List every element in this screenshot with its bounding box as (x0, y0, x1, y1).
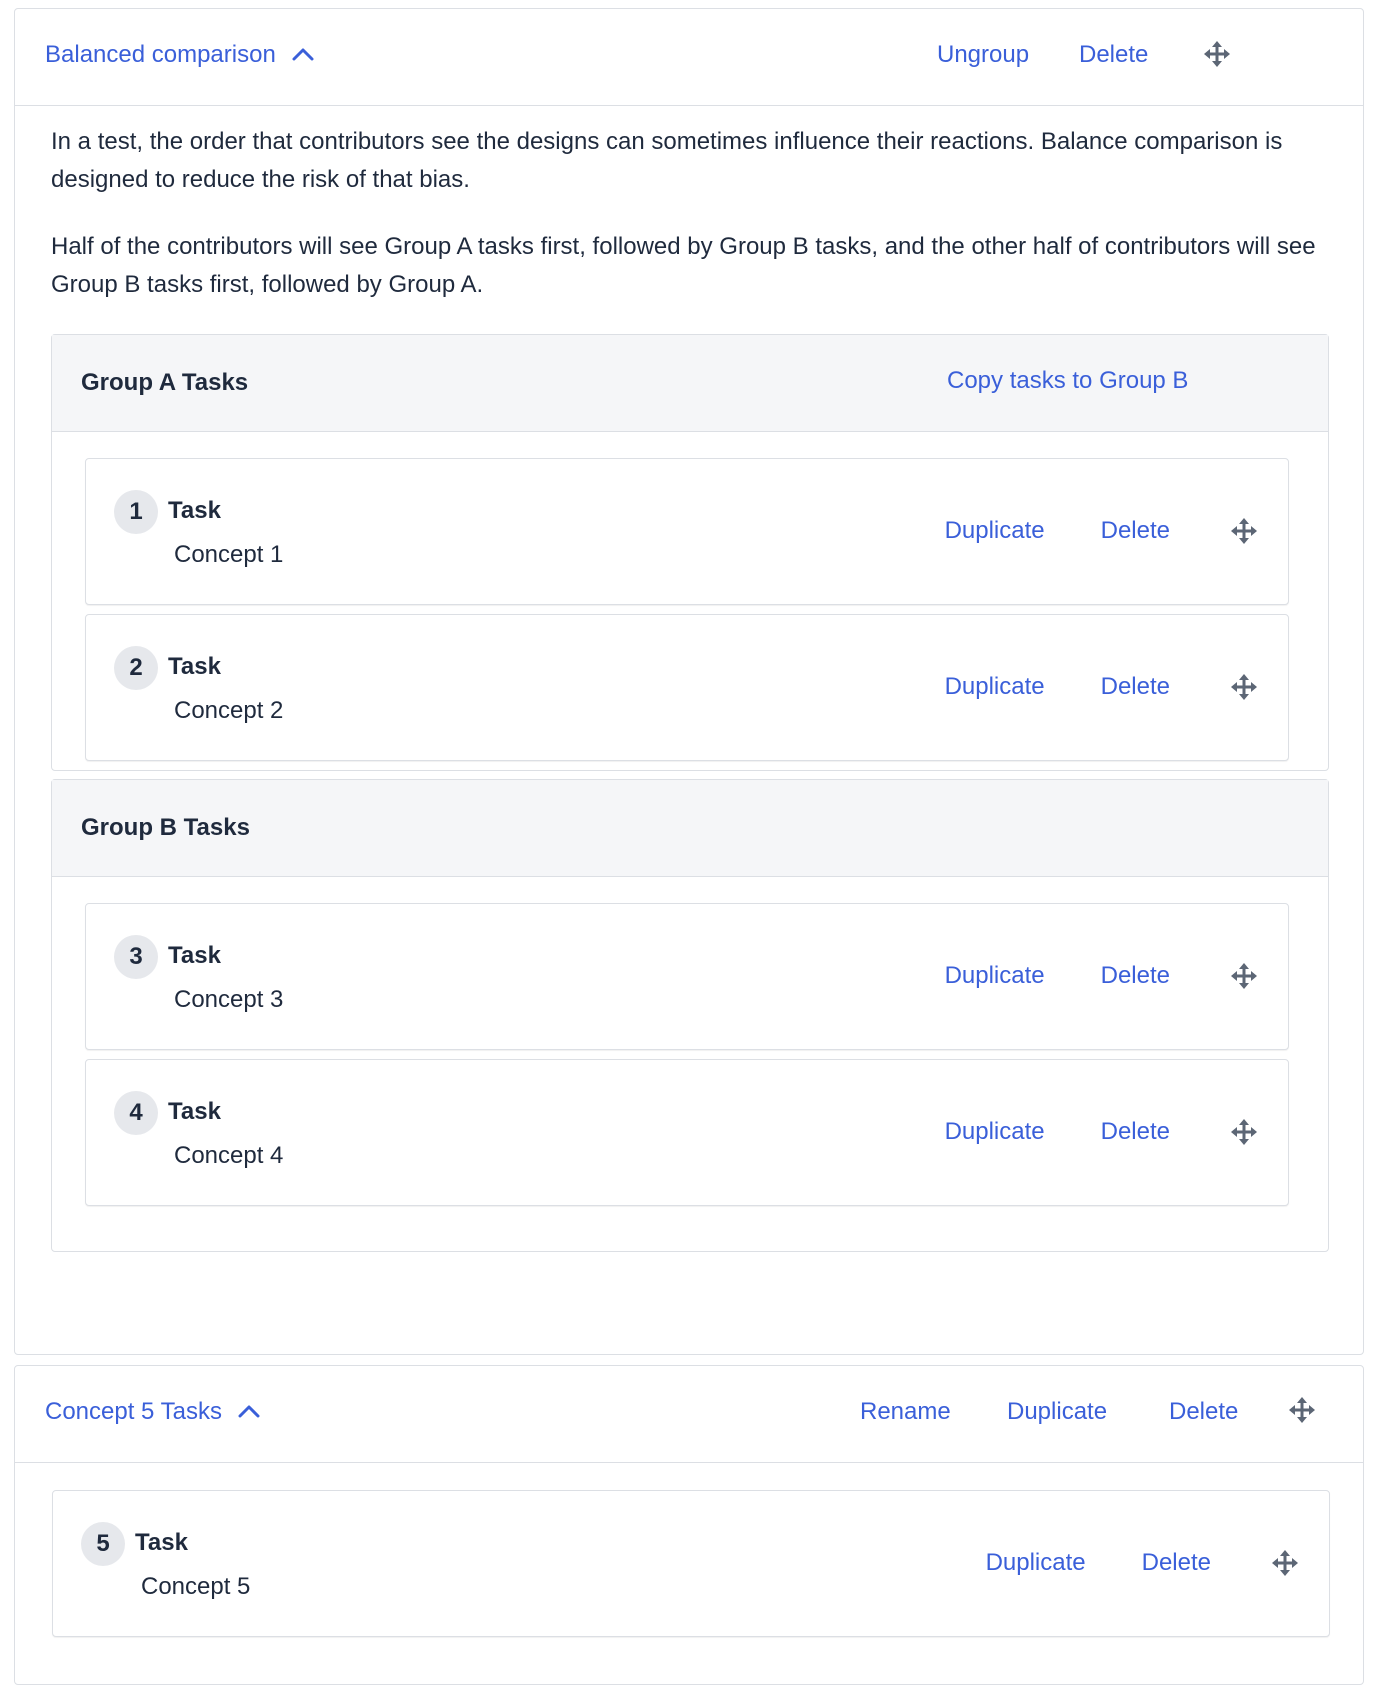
task-actions (945, 1118, 1258, 1146)
task-number-badge: 4 (114, 1091, 158, 1135)
task-number-badge: 2 (114, 646, 158, 690)
duplicate-task-button[interactable]: Duplicate (944, 962, 1045, 989)
task-label: Task (168, 497, 221, 524)
balanced-description-1: In a test, the order that contributors see the designs can sometimes influence their reactions. Balance comparison is designed to reduce the risk of that bias. (51, 128, 1283, 193)
copy-tasks-to-group-b-button[interactable]: Copy tasks to Group B (947, 367, 1189, 394)
task-concept: Concept 1 (174, 541, 284, 568)
task-concept: Concept 3 (174, 986, 284, 1013)
balanced-comparison-header (15, 9, 1363, 106)
task-number-badge: 5 (81, 1522, 125, 1566)
task-concept: Concept 5 (141, 1573, 251, 1600)
concept-5-toggle[interactable] (45, 1398, 262, 1426)
duplicate-group-button[interactable]: Duplicate (1007, 1398, 1108, 1425)
move-icon[interactable] (1288, 1396, 1316, 1424)
chevron-up-icon[interactable] (290, 42, 316, 68)
group-b (51, 779, 1329, 1252)
move-icon[interactable] (1271, 1549, 1299, 1577)
task-card-3[interactable] (85, 903, 1289, 1050)
group-b-header (52, 780, 1328, 877)
chevron-up-icon[interactable] (236, 1399, 262, 1425)
task-actions (945, 517, 1258, 545)
move-icon[interactable] (1230, 673, 1258, 701)
task-concept: Concept 4 (174, 1142, 284, 1169)
task-label: Task (168, 1098, 221, 1125)
group-b-title: Group B Tasks (81, 814, 250, 841)
delete-task-button[interactable]: Delete (1100, 517, 1170, 544)
balanced-description-2: Half of the contributors will see Group A tasks first, followed by Group B tasks, and the other half of contributors will see Group B tasks first, followed by Group A. (51, 233, 1316, 298)
balanced-comparison-panel (14, 8, 1364, 1355)
group-a-title: Group A Tasks (81, 369, 249, 396)
delete-task-button[interactable]: Delete (1100, 962, 1170, 989)
move-icon[interactable] (1230, 1118, 1258, 1146)
concept-5-panel (14, 1365, 1364, 1685)
task-concept: Concept 2 (174, 697, 284, 724)
duplicate-task-button[interactable]: Duplicate (985, 1549, 1086, 1576)
task-actions (945, 962, 1258, 990)
task-number-badge: 1 (114, 490, 158, 534)
delete-group-button[interactable]: Delete (1079, 41, 1149, 68)
task-card-5[interactable] (52, 1490, 1330, 1637)
concept-5-title[interactable]: Concept 5 Tasks (45, 1398, 222, 1425)
task-label: Task (168, 653, 221, 680)
group-a (51, 334, 1329, 771)
group-a-header (52, 335, 1328, 432)
task-actions (986, 1549, 1299, 1577)
task-label: Task (135, 1529, 188, 1556)
delete-task-button[interactable]: Delete (1100, 1118, 1170, 1145)
duplicate-task-button[interactable]: Duplicate (944, 673, 1045, 700)
ungroup-button[interactable]: Ungroup (937, 41, 1030, 68)
balanced-comparison-title[interactable]: Balanced comparison (45, 41, 276, 68)
balanced-comparison-toggle[interactable] (45, 41, 316, 69)
task-actions (945, 673, 1258, 701)
task-number-badge: 3 (114, 935, 158, 979)
task-card-1[interactable] (85, 458, 1289, 605)
delete-group-button[interactable]: Delete (1169, 1398, 1239, 1425)
concept-5-header (15, 1366, 1363, 1463)
duplicate-task-button[interactable]: Duplicate (944, 517, 1045, 544)
move-icon[interactable] (1230, 962, 1258, 990)
move-icon[interactable] (1230, 517, 1258, 545)
move-icon[interactable] (1203, 40, 1231, 68)
task-label: Task (168, 942, 221, 969)
task-card-4[interactable] (85, 1059, 1289, 1206)
duplicate-task-button[interactable]: Duplicate (944, 1118, 1045, 1145)
delete-task-button[interactable]: Delete (1141, 1549, 1211, 1576)
rename-button[interactable]: Rename (860, 1398, 951, 1425)
delete-task-button[interactable]: Delete (1100, 673, 1170, 700)
task-card-2[interactable] (85, 614, 1289, 761)
